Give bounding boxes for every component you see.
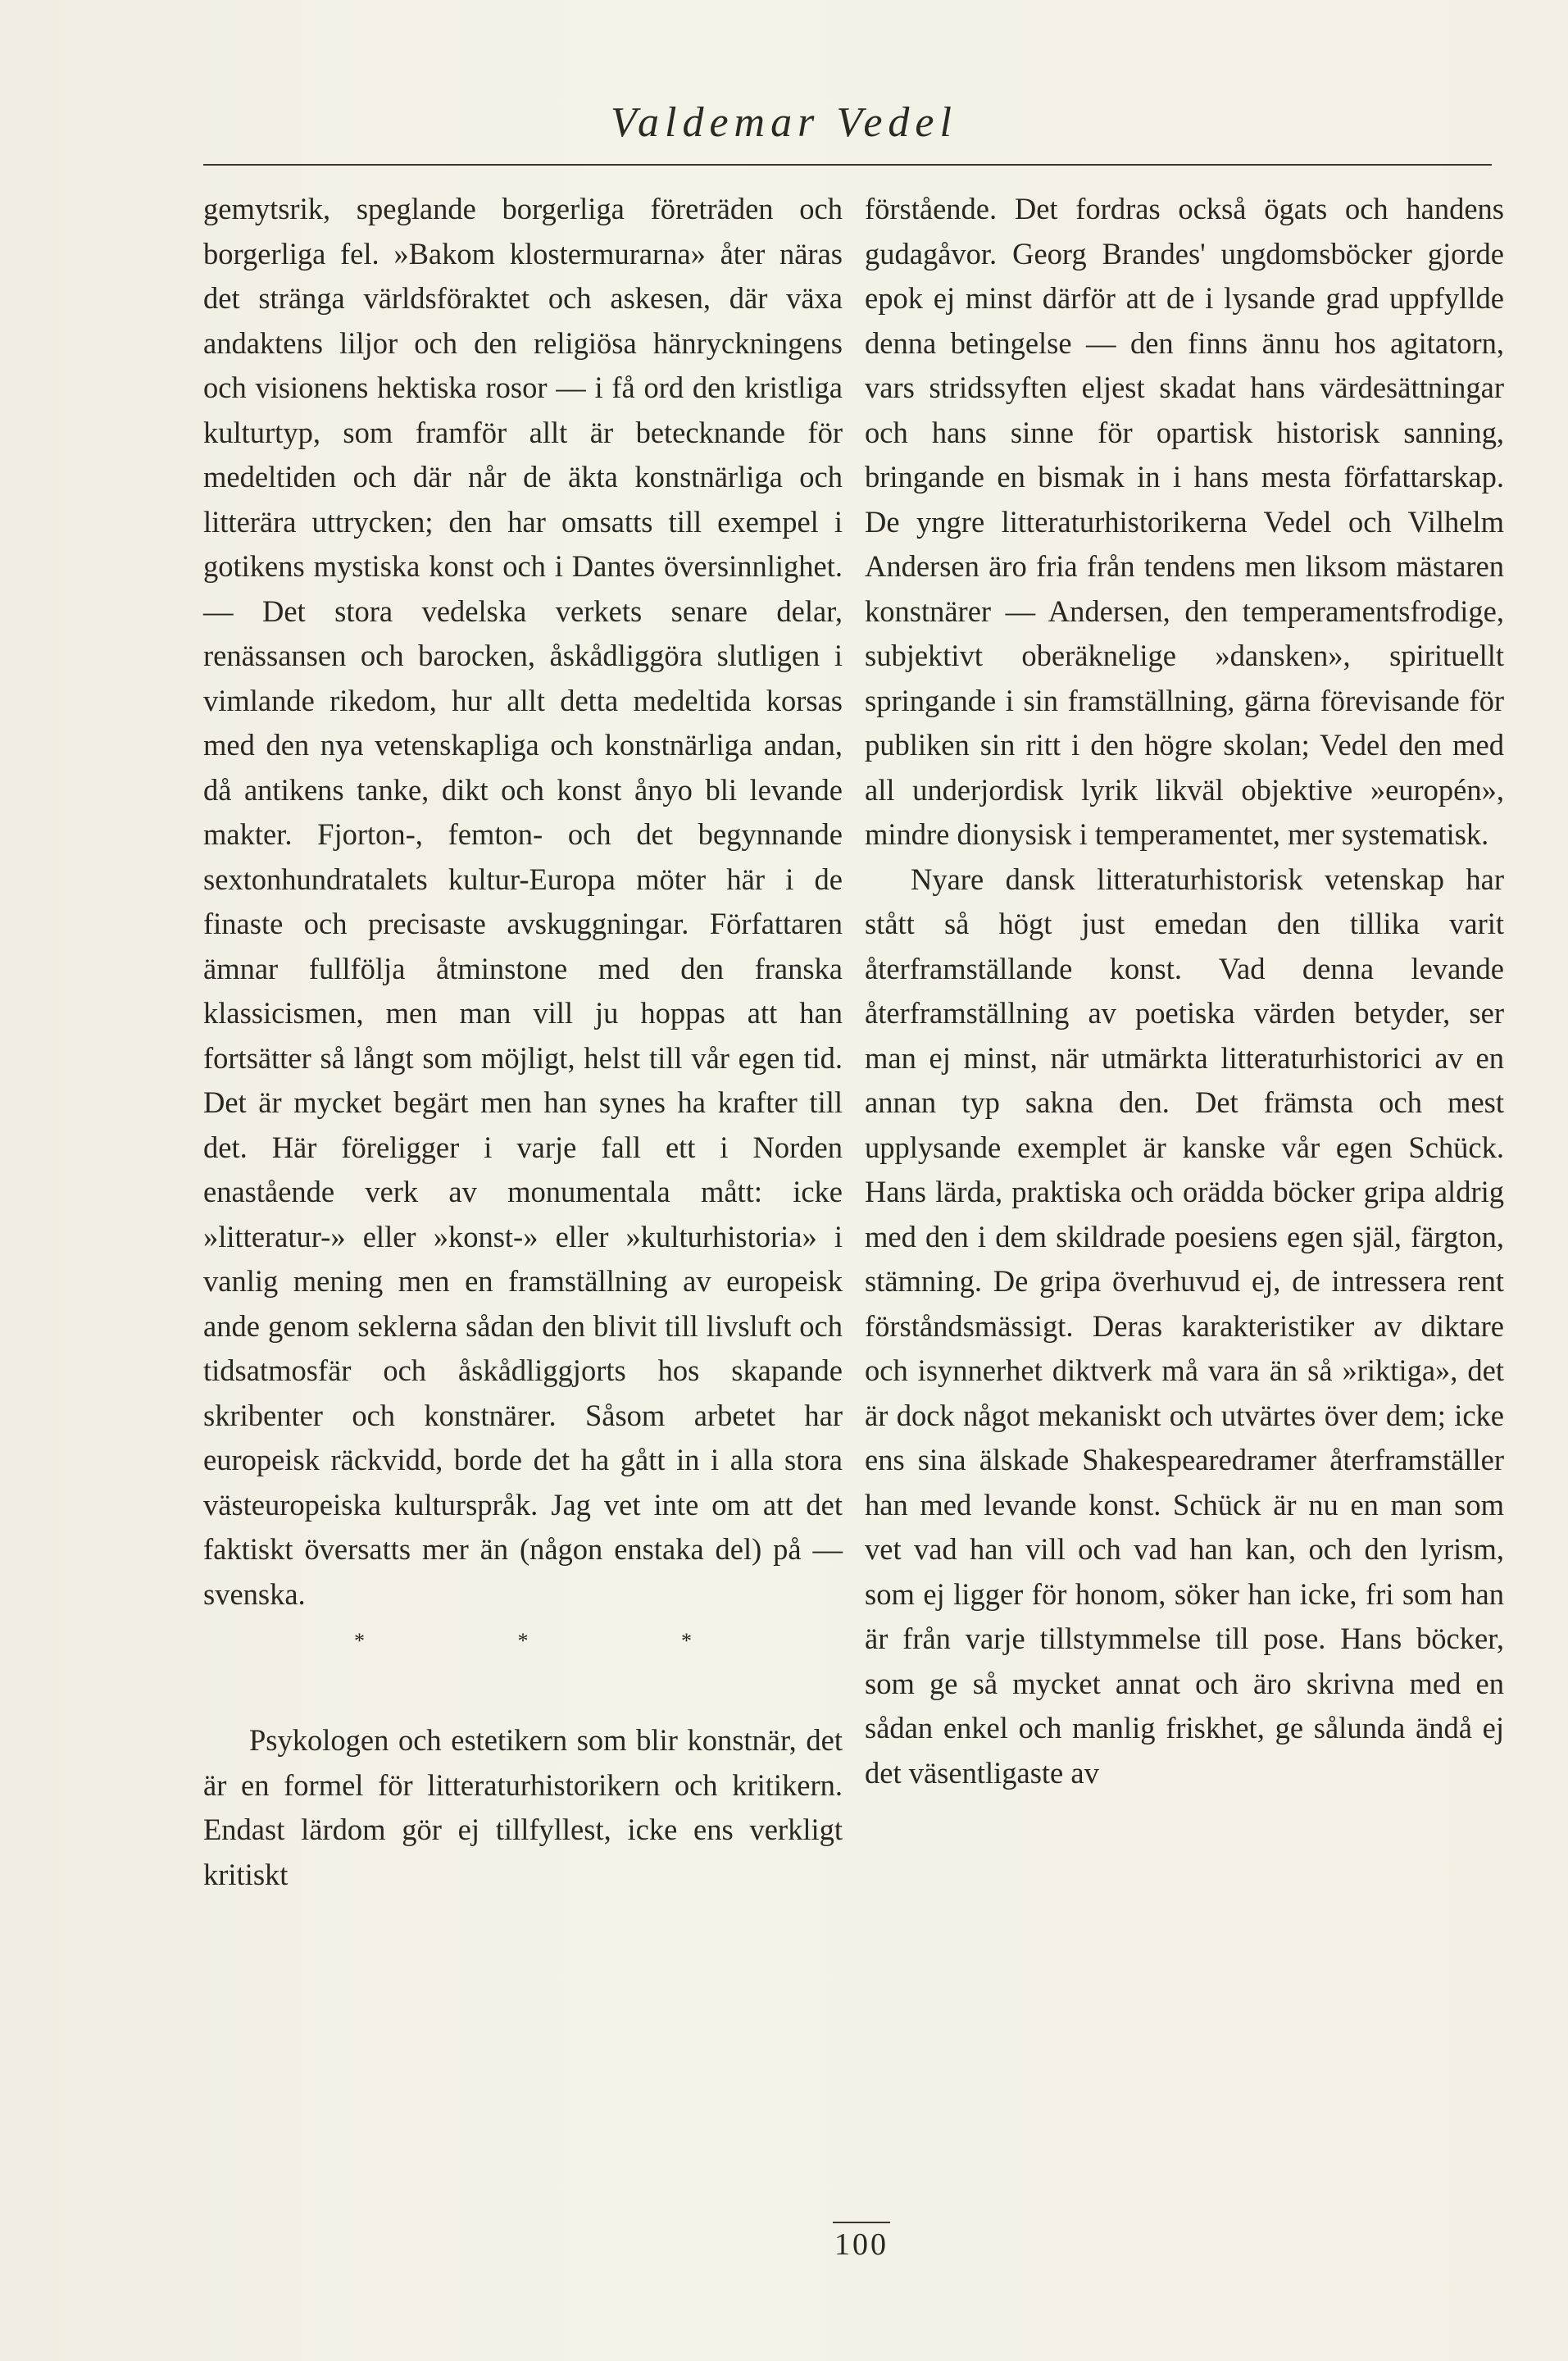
section-separator: * * * bbox=[354, 1629, 766, 1653]
header-rule bbox=[203, 164, 1492, 166]
right-column bbox=[865, 187, 1504, 1795]
running-head: Valdemar Vedel bbox=[611, 99, 957, 146]
folio-rule bbox=[833, 2222, 890, 2223]
left-paragraph-1: gemytsrik, speglande borgerliga företräden och borgerliga fel. »Bakom klostermurarna» åter näras det stränga världsföraktet och askesen, där växa andaktens liljor och den religiösa hänryckningens och visionens hektiska rosor — i få ord den kristliga kulturtyp, som framför allt är betecknande för medeltiden och där når de äkta konstnärliga och litterära uttrycken; den har omsatts till exempel i gotikens mystiska konst och i Dantes översinnlighet. — Det stora vedelska verkets senare delar, renässansen och barocken, åskådliggöra slutligen i vimlande rikedom, hur allt detta medeltida korsas med den nya vetenskapliga och konstnärliga andan, då antikens tanke, dikt och konst ånyo bli levande makter. Fjorton-, femton- och det begynnande sextonhundratalets kultur-Europa möter här i de finaste och precisaste avskuggningar. Författaren ämnar fullfölja åtminstone med den franska klassicismen, men man vill ju hoppas att han fortsätter så långt som möjligt, helst till vår egen tid. Det är mycket begärt men han synes ha krafter till det. Här föreligger i varje fall ett i Norden enastående verk av monumentala mått: icke »litteratur-» eller »konst-» eller »kulturhistoria» i vanlig mening men en framställning av europeisk ande genom seklerna sådan den blivit till livsluft och tidsatmosfär och åskådliggjorts hos skapande skribenter och konstnärer. Såsom arbetet har europeisk räckvidd, borde det ha gått in i alla stora västeuropeiska kulturspråk. Jag vet inte om att det faktiskt översatts mer än (någon enstaka del) på — svenska. bbox=[203, 192, 843, 1611]
left-paragraph-2: Psykologen och estetikern som blir konstnär, det är en formel för litteraturhistorikern och kritikern. Endast lärdom gör ej tillfyllest, icke ens verkligt kritiskt bbox=[203, 1723, 843, 1891]
left-column bbox=[203, 187, 843, 1897]
page-number: 100 bbox=[834, 2227, 889, 2262]
right-paragraph-2: Nyare dansk litteraturhistorisk vetenskap har stått så högt just emedan den tillika varit återframställande konst. Vad denna levande återframställning av poetiska värden betyder, ser man ej minst, när utmärkta litteraturhistorici av en annan typ sakna den. Det främsta och mest upplysande exemplet är kanske vår egen Schück. Hans lärda, praktiska och orädda böcker gripa aldrig med den i dem skildrade poesiens egen själ, färgton, stämning. De gripa överhuvud ej, de intressera rent förståndsmässigt. Deras karakteristiker av diktare och isynnerhet diktverk må vara än så »riktiga», det är dock något mekaniskt och utvärtes över dem; icke ens sina älskade Shakespearedramer återframställer han med levande konst. Schück är nu en man som vet vad han vill och vad han kan, och den lyrism, som ej ligger för honom, söker han icke, fri som han är från varje tillstymmelse till pose. Hans böcker, som ge så mycket annat och äro skrivna med en sådan enkel och manlig friskhet, ge sålunda ändå ej det väsentligaste av bbox=[865, 862, 1504, 1790]
right-paragraph-1: förstående. Det fordras också ögats och handens gudagåvor. Georg Brandes' ungdomsböcker gjorde epok ej minst därför att de i lysande grad uppfyllde denna betingelse — den finns ännu hos agitatorn, vars stridssyften eljest skadat hans värdesättningar och hans sinne för opartisk historisk sanning, bringande en bismak in i hans mesta författarskap. De yngre litteraturhistorikerna Vedel och Vilhelm Andersen äro fria från tendens men liksom mästaren konstnärer — Andersen, den temperamentsfrodige, subjektivt oberäknelige »dansken», spirituellt springande i sin framställning, gärna förevisande för publiken sin ritt i den högre skolan; Vedel den med all underjordisk lyrik likväl objektive »europén», mindre dionysisk i temperamentet, mer systematisk. bbox=[865, 192, 1504, 851]
